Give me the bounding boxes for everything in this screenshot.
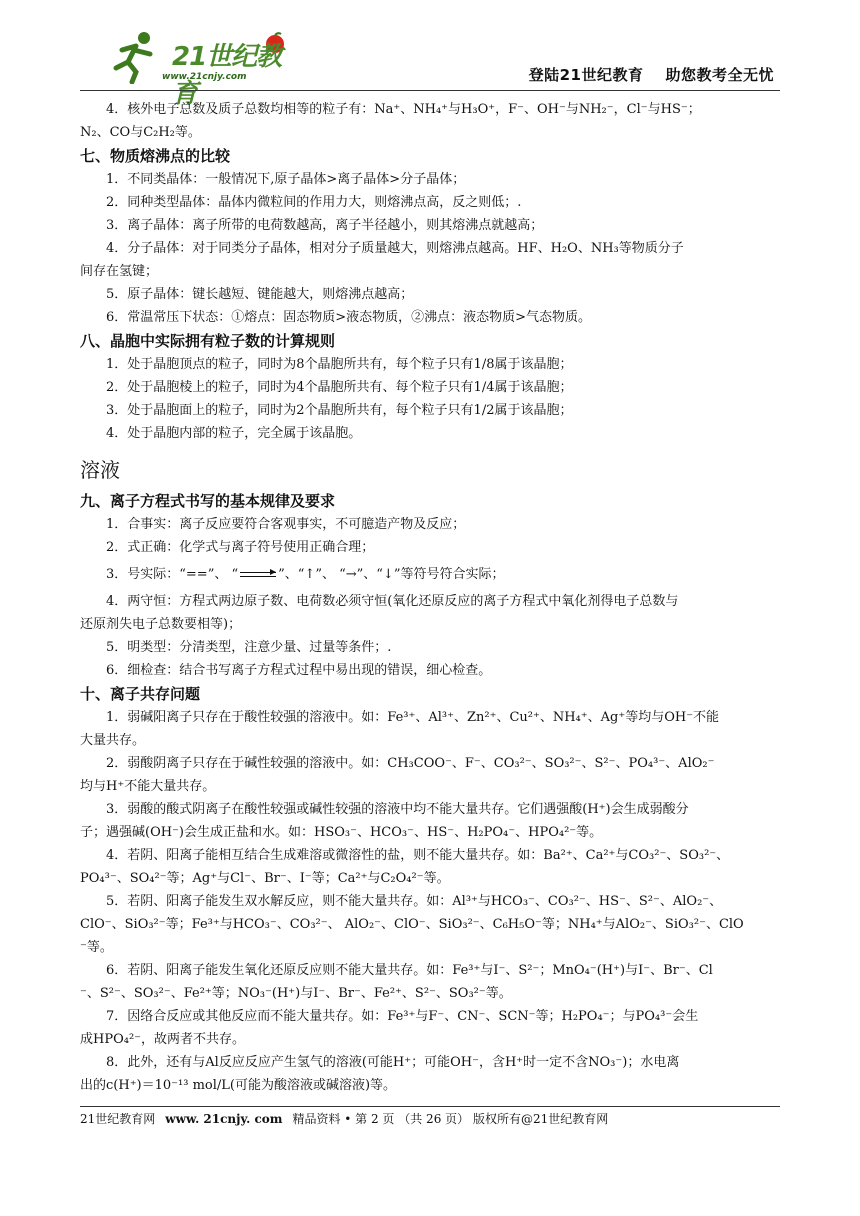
list-item: 2．同种类型晶体：晶体内微粒间的作用力大，则熔沸点高，反之则低；. xyxy=(106,195,522,210)
list-item: 6．常温常压下状态：①熔点：固态物质>液态物质，②沸点：液态物质>气态物质。 xyxy=(106,310,592,325)
footer-site-name: 21世纪教育网 xyxy=(80,1112,156,1126)
logo-text: 21世纪教育 xyxy=(172,42,282,109)
section-heading: 七、物质熔沸点的比较 xyxy=(80,147,231,165)
list-item: 3．弱酸的酸式阴离子在酸性较强或碱性较强的溶液中均不能大量共存。它们遇强酸(H⁺)会生成弱酸分 xyxy=(106,802,689,817)
list-item: 1．弱碱阳离子只存在于酸性较强的溶液中。如：Fe³⁺、Al³⁺、Zn²⁺、Cu²⁺、NH₄⁺、Ag⁺等均与OH⁻不能 xyxy=(106,710,720,725)
paragraph: N₂、CO与C₂H₂等。 xyxy=(80,125,201,140)
list-item: 4．若阴、阳离子能相互结合生成难溶或微溶性的盐，则不能大量共存。如：Ba²⁺、Ca²⁺与CO₃²⁻、SO₃²⁻、 xyxy=(106,848,730,863)
list-item: 2．处于晶胞棱上的粒子，同时为4个晶胞所共有、每个粒子只有1/4属于该晶胞； xyxy=(106,380,573,395)
list-item-continued: 出的c(H⁺)＝10⁻¹³ mol/L(可能为酸溶液或碱溶液)等。 xyxy=(80,1078,397,1093)
list-item: 3．处于晶胞面上的粒子，同时为2个晶胞所共有，每个粒子只有1/2属于该晶胞； xyxy=(106,403,573,418)
symbol-text: 3．号实际：“==”、 “ xyxy=(106,567,239,582)
list-item-continued: ⁻、S²⁻、SO₃²⁻、Fe²⁺等；NO₃⁻(H⁺)与I⁻、Br⁻、Fe²⁺、S²⁻、SO₃²⁻等。 xyxy=(80,986,512,1001)
list-item-continued: 大量共存。 xyxy=(80,733,146,748)
list-item-continued: 子；遇强碱(OH⁻)会生成正盐和水。如：HSO₃⁻、HCO₃⁻、HS⁻、H₂PO₄⁻、HPO₄²⁻等。 xyxy=(80,825,603,840)
list-item: 6．若阴、阳离子能发生氧化还原反应则不能大量共存。如：Fe³⁺与I⁻、S²⁻；MnO₄⁻(H⁺)与I⁻、Br⁻、Cl xyxy=(106,963,713,978)
list-item-continued: 成HPO₄²⁻，故两者不共存。 xyxy=(80,1032,246,1047)
list-item: 3．离子晶体：离子所带的电荷数越高，离子半径越小，则其熔沸点就越高； xyxy=(106,218,544,233)
site-logo[interactable] xyxy=(106,28,286,109)
footer-divider xyxy=(80,1106,780,1107)
runner-icon xyxy=(106,28,166,84)
section-heading: 九、离子方程式书写的基本规律及要求 xyxy=(80,492,336,510)
list-item: 5．明类型：分清类型，注意少量、过量等条件；. xyxy=(106,640,392,655)
footer-url-link[interactable]: www. 21cnjy. com xyxy=(165,1112,283,1126)
list-item-continued: ⁻等。 xyxy=(80,940,113,955)
list-item: 5．原子晶体：键长越短、键能越大，则熔沸点越高； xyxy=(106,287,414,302)
list-item xyxy=(80,563,780,586)
list-item-continued: PO₄³⁻、SO₄²⁻等；Ag⁺与Cl⁻、Br⁻、I⁻等；Ca²⁺与C₂O₄²⁻等。 xyxy=(80,871,450,886)
list-item: 2．弱酸阴离子只存在于碱性较强的溶液中。如：CH₃COO⁻、F⁻、CO₃²⁻、SO₃²⁻、S²⁻、PO₄³⁻、AlO₂⁻ xyxy=(106,756,715,771)
list-item: 1．处于晶胞顶点的粒子，同时为8个晶胞所共有，每个粒子只有1/8属于该晶胞； xyxy=(106,357,573,372)
chapter-heading: 溶液 xyxy=(80,458,120,482)
list-item-continued: 还原剂失电子总数要相等)； xyxy=(80,617,242,632)
page-header xyxy=(80,20,780,109)
list-item-continued: 均与H⁺不能大量共存。 xyxy=(80,779,216,794)
list-item: 1．合事实：离子反应要符合客观事实，不可臆造产物及反应； xyxy=(106,517,466,532)
header-divider xyxy=(80,90,780,91)
footer-page-info: 精品资料 • 第 2 页 （共 26 页） 版权所有@21世纪教育网 xyxy=(292,1112,609,1126)
section-heading: 八、晶胞中实际拥有粒子数的计算规则 xyxy=(80,332,336,350)
paragraph: 4．核外电子总数及质子总数均相等的粒子有：Na⁺、NH₄⁺与H₃O⁺，F⁻、OH⁻与NH₂⁻，Cl⁻与HS⁻； xyxy=(106,102,701,117)
list-item: 4．分子晶体：对于同类分子晶体，相对分子质量越大，则熔沸点越高。HF、H₂O、NH₃等物质分子 xyxy=(106,241,684,256)
list-item: 4．处于晶胞内部的粒子，完全属于该晶胞。 xyxy=(106,426,362,441)
list-item: 1．不同类晶体：一般情况下,原子晶体>离子晶体>分子晶体； xyxy=(106,172,466,187)
list-item: 4．两守恒：方程式两边原子数、电荷数必须守恒(氧化还原反应的离子方程式中氧化剂得电子总数与 xyxy=(106,594,679,609)
list-item: 8．此外，还有与Al反应反应产生氢气的溶液(可能H⁺；可能OH⁻，含H⁺时一定不含NO₃⁻)；水电离 xyxy=(106,1055,680,1070)
symbol-text: ”、“↑”、 “→”、“↓”等符号符合实际； xyxy=(278,567,505,582)
list-item: 7．因络合反应或其他反应而不能大量共存。如：Fe³⁺与F⁻、CN⁻、SCN⁻等；H₂PO₄⁻；与PO₄³⁻会生 xyxy=(106,1009,699,1024)
slogan-login: 登陆21世纪教育 xyxy=(528,66,644,84)
list-item: 6．细检查：结合书写离子方程式过程中易出现的错误，细心检查。 xyxy=(106,663,492,678)
header-slogan xyxy=(507,64,774,85)
list-item-continued: 间存在氢键； xyxy=(80,264,159,279)
reversible-arrow-icon xyxy=(238,569,278,581)
logo-url: www.21cnjy.com xyxy=(162,72,247,82)
section-heading: 十、离子共存问题 xyxy=(80,685,201,703)
page-body xyxy=(80,98,780,1097)
page-footer xyxy=(80,1110,780,1128)
list-item: 2．式正确：化学式与离子符号使用正确合理； xyxy=(106,540,375,555)
slogan-help: 助您教考全无忧 xyxy=(665,66,774,84)
list-item-continued: ClO⁻、SiO₃²⁻等；Fe³⁺与HCO₃⁻、CO₃²⁻、 AlO₂⁻、ClO⁻、SiO₃²⁻、C₆H₅O⁻等；NH₄⁺与AlO₂⁻、SiO₃²⁻、ClO xyxy=(80,917,744,932)
list-item: 5．若阴、阳离子能发生双水解反应，则不能大量共存。如：Al³⁺与HCO₃⁻、CO₃²⁻、HS⁻、S²⁻、AlO₂⁻、 xyxy=(106,894,723,909)
